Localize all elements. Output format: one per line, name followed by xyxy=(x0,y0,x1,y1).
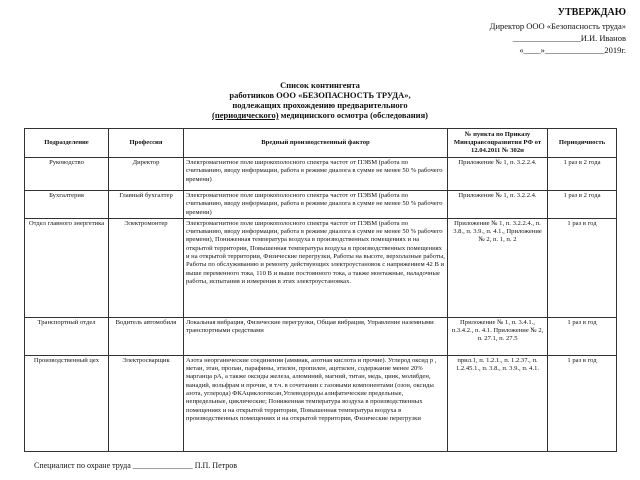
table-row xyxy=(25,218,617,317)
cell-order: Приложение № 1, п. 3.2.2.4. xyxy=(448,158,548,191)
approval-date: «____»______________2019г. xyxy=(519,45,626,55)
cell-department: Отдел главного энергетика xyxy=(25,218,109,317)
cell-profession: Главный бухгалтер xyxy=(109,191,184,219)
header-order: № пункта по Приказу Минздравсоцразвития РФ от 12.04.2011 № 302н xyxy=(448,129,548,158)
title-line-4 xyxy=(0,110,640,120)
cell-order: Приложение № 1, п. 3.2.2.4., п. 3.8., п. 3.9., п. 4.1., Приложение № 2, п. 1, п. 2 xyxy=(448,218,548,317)
cell-profession: Электромонтер xyxy=(109,218,184,317)
header-department: Подразделение xyxy=(25,129,109,158)
cell-factor: Локальная вибрация, Физические перегрузки, Общая вибрация, Управление наземными транспортными средствами xyxy=(184,317,448,355)
cell-profession: Директор xyxy=(109,158,184,191)
table-row xyxy=(25,158,617,191)
cell-period: 1 раз в 2 года xyxy=(548,191,617,219)
cell-department: Руководство xyxy=(25,158,109,191)
title-line-2: работников ООО «БЕЗОПАСНОСТЬ ТРУДА», xyxy=(229,90,411,100)
cell-department: Производственный цех xyxy=(25,355,109,451)
cell-period: 1 раз в год xyxy=(548,218,617,317)
approval-block xyxy=(406,6,626,56)
header-period: Периодичность xyxy=(548,129,617,158)
table-row xyxy=(25,317,617,355)
title-line-3: подлежащих прохождению предварительного xyxy=(232,100,408,110)
cell-factor: Электромагнитное поле широкополосного спектра частот от ПЭВМ (работа по считыванию, вводу информации, работа в режиме диалога в сумме не менее 50 % рабочего времени) xyxy=(184,191,448,219)
cell-department: Транспортный отдел xyxy=(25,317,109,355)
cell-period: 1 раз в год xyxy=(548,317,617,355)
approval-heading: УТВЕРЖДАЮ xyxy=(557,7,626,18)
cell-order: Приложение № 1, п. 3.2.2.4. xyxy=(448,191,548,219)
approval-signature: ________________И.И. Иванов xyxy=(512,33,626,43)
cell-order: прил.1, п. 1.2.1., п. 1.2.37., п. 1.2.45.1., п. 3.8., п. 3.9., п. 4.1. xyxy=(448,355,548,451)
approval-position: Директор ООО «Безопасность труда» xyxy=(489,21,626,31)
cell-profession: Водитель автомобиля xyxy=(109,317,184,355)
table-header-row xyxy=(25,129,617,158)
cell-profession: Электросварщик xyxy=(109,355,184,451)
header-factor: Вредный производственный фактор xyxy=(184,129,448,158)
cell-factor: Азота неорганические соединения (аммиак, азотная кислота и прочие). Углерод оксид р , метан, этан, пропан, парафины, этилен, пропилен, ацетилен, содержание менее 20% марганца рА, а также оксиды железа, алюминий, магний, титан, медь, цинк, молибден, ванадий, вольфрам и прочие, в т.ч. в сочетании с газовыми компонентами (озон, оксиды азота, углерода) ФКАциклогексан,Углеводороды алифатические предельные, непредельные, циклические; Пониженная температура воздуха в производственных помещениях и на открытой территории, Повышенная температура воздуха в производственных помещениях и на открытой территории, Физические перегрузки xyxy=(184,355,448,451)
cell-factor: Электромагнитное поле широкополосного спектра частот от ПЭВМ (работа по считыванию, вводу информации, работа в режиме диалога в сумме не менее 50 % рабочего времени) xyxy=(184,158,448,191)
cell-department: Бухгалтерия xyxy=(25,191,109,219)
title-line-1: Список контингента xyxy=(280,80,360,90)
header-profession: Профессия xyxy=(109,129,184,158)
contingent-table xyxy=(24,128,617,452)
cell-order: Приложение № 1, п. 3.4.1., п.3.4.2., п. 4.1. Приложение № 2, п. 27.1, п. 27.5 xyxy=(448,317,548,355)
title-line-4-rest: медицинского осмотра (обследования) xyxy=(278,110,428,120)
table-row xyxy=(25,355,617,451)
cell-factor: Электромагнитное поле широкополосного спектра частот от ПЭВМ (работа по считыванию, вводу информации, работа в режиме диалога в сумме не менее 50 % рабочего времени), Пониженная температура воздуха в производственных помещениях и на открытой территории, Повышенная температура воздуха в производственных помещениях и на открытой территории, Физические перегрузки, Работы на высоте, верхолазные работы, Работы по обслуживанию и ремонту действующих электроустановок с напряжением 42 В и выше переменного тока, 110 В и выше постоянного тока, а также монтажные, наладочные работы, испытания и измерения в этих электроустановках. xyxy=(184,218,448,317)
footer-signature: Специалист по охране труда _______________ П.П. Петров xyxy=(34,461,237,470)
cell-period: 1 раз в 2 года xyxy=(548,158,617,191)
document-title xyxy=(0,80,640,120)
title-periodic-underlined: (периодического) xyxy=(212,110,279,120)
table-row xyxy=(25,191,617,219)
cell-period: 1 раз в год xyxy=(548,355,617,451)
